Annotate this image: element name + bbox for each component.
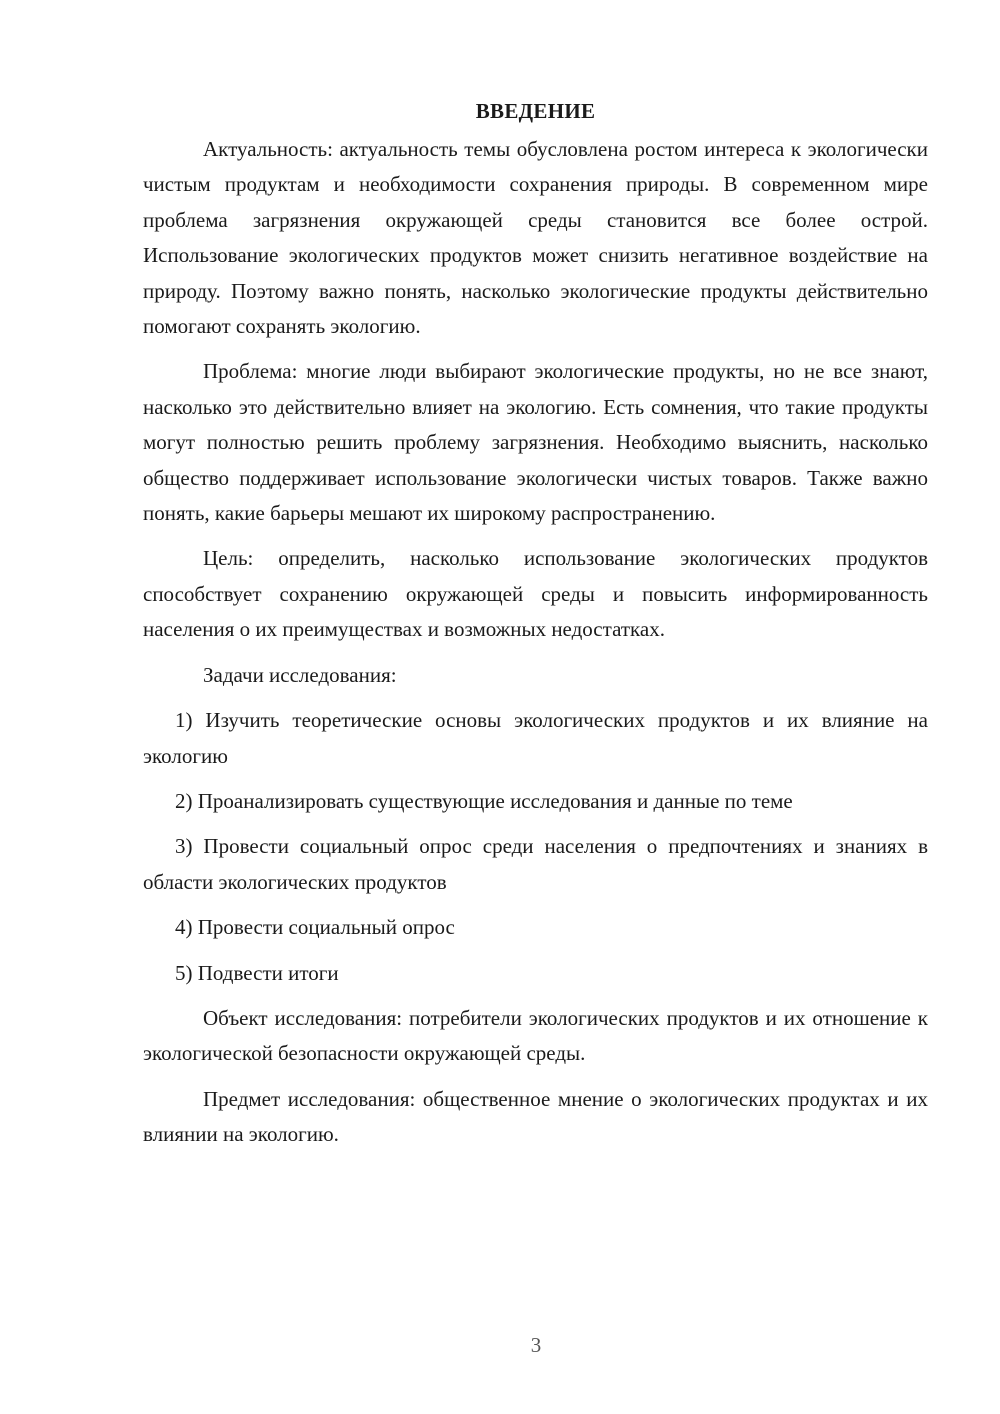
problem-paragraph: Проблема: многие люди выбирают экологические продукты, но не все знают, насколько это действительно влияет на экологию. Есть сомнения, что такие продукты могут полностью решить проблему загрязнения. Необходимо выяснить, насколько общество поддерживает использование экологически чистых товаров. Также важно понять, какие барьеры мешают их широкому распространению. <box>143 359 928 526</box>
task-item-5: 5) Подвести итоги <box>175 960 339 985</box>
page-title: ВВЕДЕНИЕ <box>475 99 596 123</box>
task-item-3: 3) Провести социальный опрос среди населения о предпочтениях и знаниях в области экологических продуктов <box>143 834 928 894</box>
task-item-4: 4) Провести социальный опрос <box>175 915 455 940</box>
task-item-1: 1) Изучить теоретические основы экологических продуктов и их влияние на экологию <box>143 708 928 768</box>
page-number: 3 <box>530 1333 542 1357</box>
tasks-heading: Задачи исследования: <box>203 662 397 687</box>
document-page <box>143 96 928 1163</box>
goal-paragraph: Цель: определить, насколько использование экологических продуктов способствует сохранению окружающей среды и повысить информированность населения о их преимуществах и возможных недостатках. <box>143 546 928 642</box>
task-item-2: 2) Проанализировать существующие исследования и данные по теме <box>175 788 793 813</box>
subject-paragraph: Предмет исследования: общественное мнение о экологических продуктах и их влиянии на экологию. <box>143 1086 928 1147</box>
object-paragraph: Объект исследования: потребители экологических продуктов и их отношение к экологической безопасности окружающей среды. <box>143 1005 928 1066</box>
relevance-paragraph: Актуальность: актуальность темы обусловлена ростом интереса к экологически чистым продуктам и необходимости сохранения природы. В современном мире проблема загрязнения окружающей среды становится все более острой. Использование экологических продуктов может снизить негативное воздействие на природу. Поэтому важно понять, насколько экологические продукты действительно помогают сохранять экологию. <box>143 137 928 339</box>
